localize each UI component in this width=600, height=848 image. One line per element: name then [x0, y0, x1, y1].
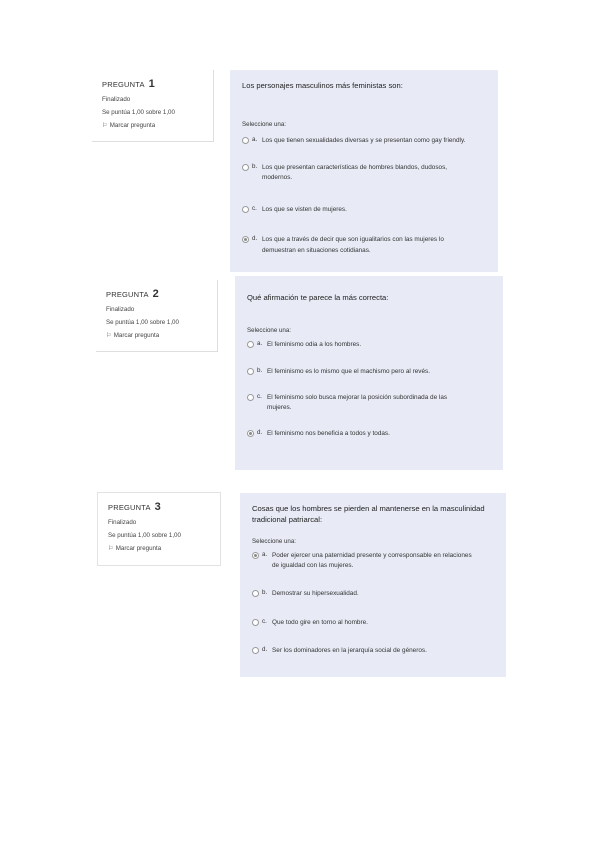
answer-option[interactable]: d. Ser los dominadores en la jerarquía social de géneros.	[252, 646, 494, 656]
question-text: Los personajes masculinos más feministas son:	[242, 81, 403, 90]
answer-text: Los que tienen sexualidades diversas y se presentan como gay friendly.	[262, 137, 466, 145]
flag-icon: ⚐	[108, 546, 114, 552]
answer-text: Los que a través de decir que son igualitarios con las mujeres lo demuestran en situaciones cotidianas.	[262, 236, 444, 254]
radio-button[interactable]	[242, 206, 249, 213]
question-score: Se puntúa 1,00 sobre 1,00	[108, 532, 181, 539]
question-status: Finalizado	[102, 96, 131, 103]
answer-option[interactable]: a. El feminismo odia a los hombres.	[247, 340, 491, 350]
answer-option[interactable]: c. El feminismo solo busca mejorar la posición subordinada de las mujeres.	[247, 393, 491, 414]
radio-button[interactable]	[252, 590, 259, 597]
flag-question-link[interactable]: ⚐ Marcar pregunta	[102, 122, 156, 129]
radio-button[interactable]	[247, 394, 254, 401]
question-1-info	[92, 70, 214, 142]
question-score: Se puntúa 1,00 sobre 1,00	[106, 319, 179, 326]
question-2-content	[235, 276, 503, 470]
radio-button-selected[interactable]	[252, 552, 259, 559]
radio-button[interactable]	[252, 647, 259, 654]
answer-text: Demostrar su hipersexualidad.	[272, 590, 359, 598]
answer-option[interactable]: d. Los que a través de decir que son igualitarios con las mujeres lo demuestran en situaciones cotidianas.	[242, 235, 486, 256]
question-label: PREGUNTA 2	[106, 288, 159, 300]
answer-option[interactable]: c. Que todo gire en torno al hombre.	[252, 618, 494, 628]
question-3-info	[97, 492, 221, 566]
question-text: Cosas que los hombres se pierden al mantenerse en la masculinidad tradicional patriarcal:	[252, 504, 485, 525]
question-text: Qué afirmación te parece la más correcta:	[247, 293, 389, 302]
flag-question-link[interactable]: ⚐ Marcar pregunta	[106, 332, 160, 339]
answer-text: El feminismo odia a los hombres.	[267, 341, 362, 349]
flag-icon: ⚐	[106, 333, 112, 339]
radio-button[interactable]	[247, 368, 254, 375]
answer-text: El feminismo solo busca mejorar la posición subordinada de las mujeres.	[267, 393, 448, 412]
select-prompt: Seleccione una:	[247, 327, 292, 335]
flag-question-link[interactable]: ⚐ Marcar pregunta	[108, 545, 162, 552]
answer-option[interactable]: b. Demostrar su hipersexualidad.	[252, 589, 494, 599]
answer-text: El feminismo es lo mismo que el machismo pero al revés.	[267, 367, 431, 375]
radio-button[interactable]	[242, 137, 249, 144]
select-prompt: Seleccione una:	[242, 121, 287, 129]
radio-button[interactable]	[247, 341, 254, 348]
radio-button[interactable]	[242, 164, 249, 171]
select-prompt: Seleccione una:	[252, 537, 297, 545]
answer-option[interactable]: a. Poder ejercer una paternidad presente y corresponsable en relaciones de igualdad con las mujeres.	[252, 551, 494, 572]
answer-text: Ser los dominadores en la jerarquía social de géneros.	[272, 646, 427, 654]
radio-button-selected[interactable]	[242, 236, 249, 243]
radio-button[interactable]	[252, 619, 259, 626]
question-status: Finalizado	[106, 306, 135, 313]
question-label: PREGUNTA 1	[102, 78, 155, 90]
radio-button-selected[interactable]	[247, 430, 254, 437]
answer-text: Los que se visten de mujeres.	[262, 206, 347, 214]
question-score: Se puntúa 1,00 sobre 1,00	[102, 109, 175, 116]
answer-option[interactable]: b. El feminismo es lo mismo que el machismo pero al revés.	[247, 367, 491, 377]
answer-text: Que todo gire en torno al hombre.	[272, 618, 368, 626]
answer-text: El feminismo nos beneficia a todos y todas.	[267, 430, 390, 438]
question-1-content	[230, 70, 498, 272]
answer-option[interactable]: a. Los que tienen sexualidades diversas y se presentan como gay friendly.	[242, 136, 486, 146]
answer-option[interactable]: c. Los que se visten de mujeres.	[242, 205, 486, 215]
answer-text: Los que presentan características de hombres blandos, dudosos, modernos.	[262, 163, 448, 181]
question-label: PREGUNTA 3	[108, 501, 161, 513]
question-status: Finalizado	[108, 519, 137, 526]
answer-option[interactable]: d. El feminismo nos beneficia a todos y todas.	[247, 429, 491, 439]
question-3-content	[240, 493, 506, 677]
answer-text: Poder ejercer una paternidad presente y corresponsable en relaciones de igualdad con las mujeres.	[272, 551, 472, 570]
question-2-info	[96, 280, 218, 352]
flag-icon: ⚐	[102, 123, 108, 129]
answer-option[interactable]: b. Los que presentan características de hombres blandos, dudosos, modernos.	[242, 163, 486, 184]
